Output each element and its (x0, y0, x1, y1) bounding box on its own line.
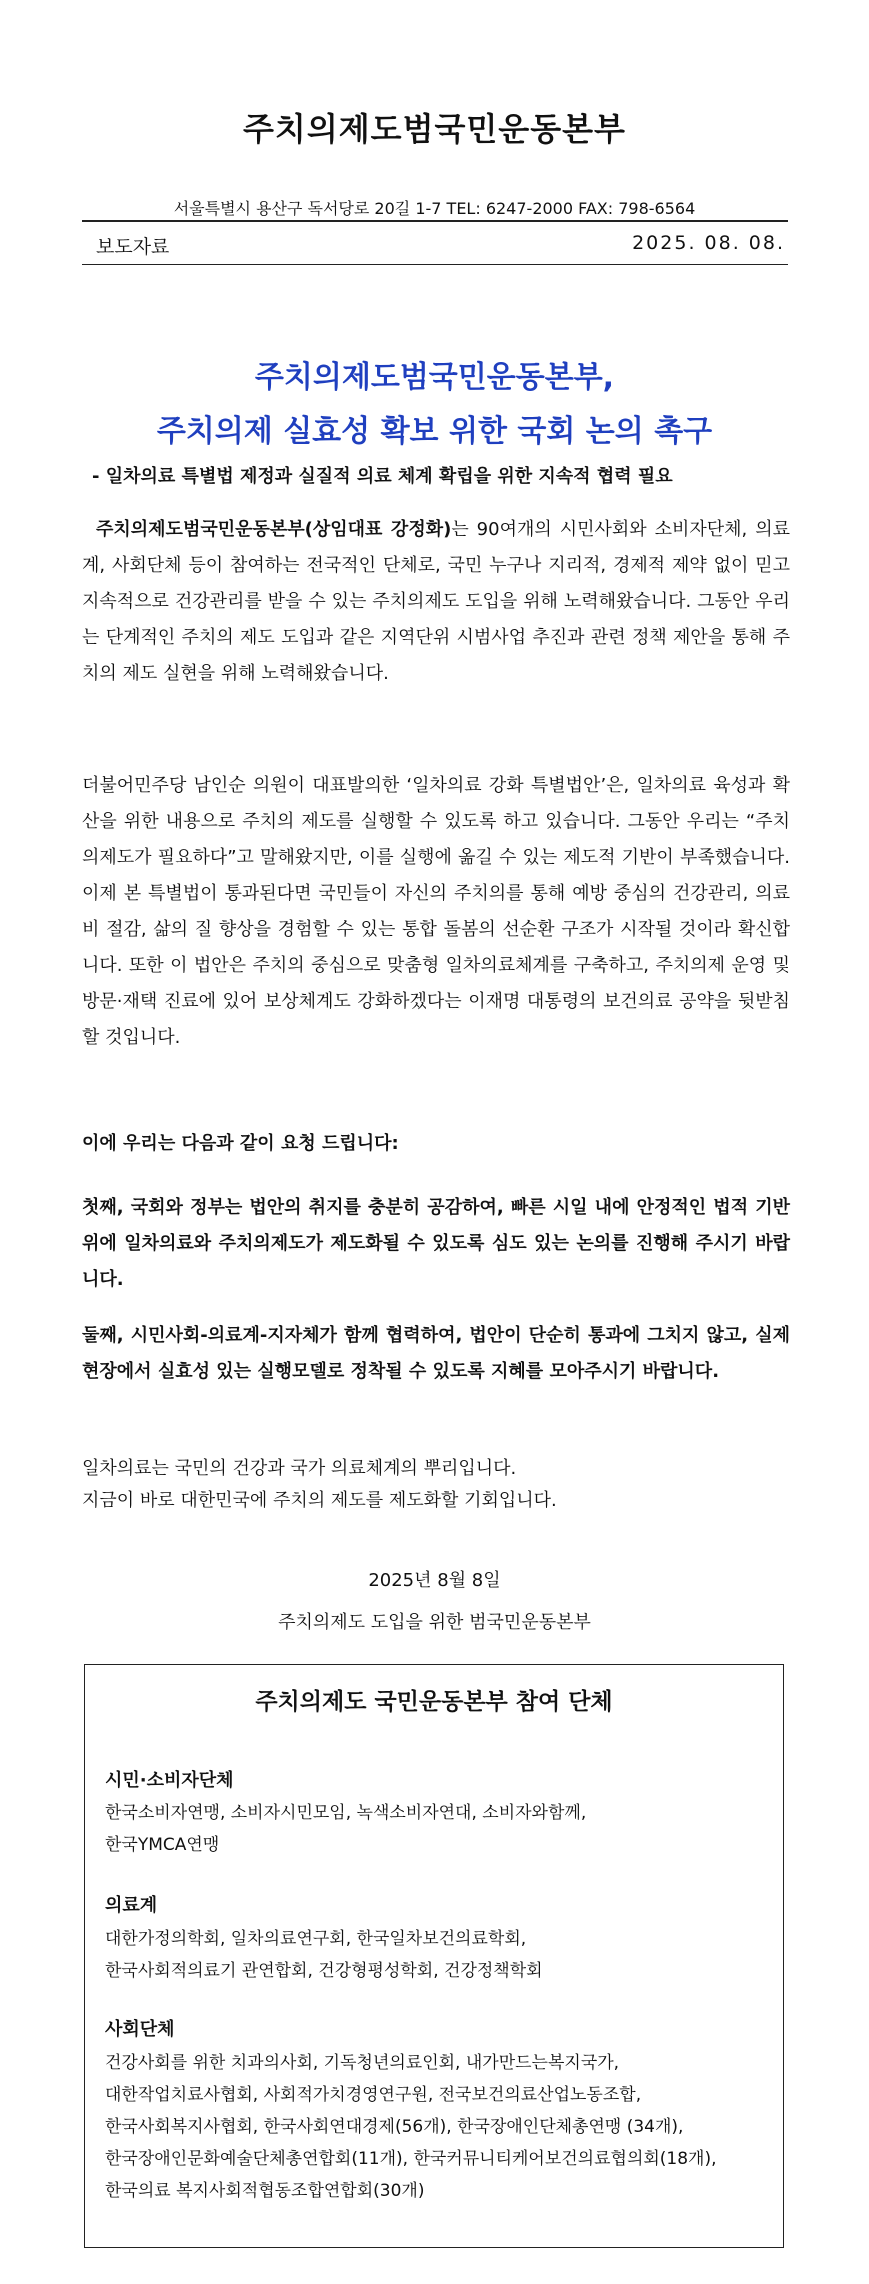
group-body-social (105, 2047, 765, 2207)
group-line: 한국사회복지사협회, 한국사회연대경제(56개), 한국장애인단체총연맹 (34개), (105, 2117, 684, 2137)
headline-line-1: 주치의제도범국민운동본부, (254, 360, 615, 395)
group-title-social: 사회단체 (105, 2019, 175, 2040)
paragraph-intro (82, 512, 790, 692)
closing-line-1: 일차의료는 국민의 건강과 국가 의료체계의 뿌리입니다. (82, 1458, 517, 1479)
group-line: 한국사회적의료기 관연합회, 건강형평성학회, 건강정책학회 (105, 1961, 543, 1981)
participants-box (84, 1664, 784, 2248)
group-title-medical: 의료계 (105, 1895, 158, 1916)
participants-title: 주치의제도 국민운동본부 참여 단체 (255, 1689, 613, 1715)
group-body-civil (105, 1797, 765, 1861)
group-line: 건강사회를 위한 치과의사회, 기독청년의료인회, 내가만드는복지국가, (105, 2053, 620, 2073)
group-line: 대한가정의학회, 일차의료연구회, 한국일차보건의료학회, (105, 1929, 527, 1949)
subheadline: - 일차의료 특별법 제정과 실질적 의료 체계 확립을 위한 지속적 협력 필요 (92, 466, 673, 487)
paragraph-closing (82, 1453, 790, 1517)
group-line: 한국YMCA연맹 (105, 1835, 220, 1855)
group-line: 대한작업치료사협회, 사회적가치경영연구원, 전국보건의료산업노동조합, (105, 2085, 642, 2105)
paragraph-bill: 더불어민주당 남인순 의원이 대표발의한 ‘일차의료 강화 특별법안’은, 일차의료 육성과 확산을 위한 내용으로 주치의 제도를 실행할 수 있도록 하고 있습니다. 그동안 우리는 “주치의제도가 필요하다”고 말해왔지만, 이를 실행에 옮길 수 있는 제도적 기반이 부족했습니다. 이제 본 특별법이 통과된다면 국민들이 자신의 주치의를 통해 예방 중심의 건강관리, 의료비 절감, 삶의 질 향상을 경험할 수 있는 통합 돌봄의 선순환 구조가 시작될 것이라 확신합니다. 또한 이 법안은 주치의 중심으로 맞춤형 일차의료체계를 구축하고, 주치의제 운영 및 방문·재택 진료에 있어 보상체계도 강화하겠다는 이재명 대통령의 보건의료 공약을 뒷받침할 것입니다. (82, 775, 790, 1048)
address-line: 서울특별시 용산구 독서당로 20길 1-7 TEL: 6247-2000 FAX: 798-6564 (173, 199, 696, 218)
group-line: 한국의료 복지사회적협동조합연합회(30개) (105, 2181, 425, 2201)
header-rule-bottom (82, 264, 788, 265)
headline-line-2: 주치의제 실효성 확보 위한 국회 논의 촉구 (156, 414, 713, 449)
closing-line-2: 지금이 바로 대한민국에 주치의 제도를 제도화할 기회입니다. (82, 1490, 557, 1511)
intro-text: 는 90여개의 시민사회와 소비자단체, 의료계, 사회단체 등이 참여하는 전국적인 단체로, 국민 누구나 지리적, 경제적 제약 없이 믿고 지속적으로 건강관리를 받을 수 있는 주치의제도 도입을 위해 노력해왔습니다. 그동안 우리는 단계적인 주치의 제도 도입과 같은 지역단위 시범사업 추진과 관련 정책 제안을 통해 주치의 제도 실현을 위해 노력해왔습니다. (82, 519, 790, 684)
paragraph-request-first: 첫째, 국회와 정부는 법안의 취지를 충분히 공감하여, 빠른 시일 내에 안정적인 법적 기반 위에 일차의료와 주치의제도가 제도화될 수 있도록 심도 있는 논의를 진행해 주시기 바랍니다. (82, 1197, 790, 1290)
intro-org-name: 주치의제도범국민운동본부(상임대표 강정화) (96, 519, 452, 540)
signature-org: 주치의제도 도입을 위한 범국민운동본부 (278, 1612, 591, 1633)
paragraph-request-intro: 이에 우리는 다음과 같이 요청 드립니다: (82, 1133, 399, 1154)
org-title: 주치의제도범국민운동본부 (243, 110, 626, 148)
paragraph-request-second: 둘째, 시민사회-의료계-지자체가 함께 협력하여, 법안이 단순히 통과에 그치지 않고, 실제 현장에서 실효성 있는 실행모델로 정착될 수 있도록 지혜를 모아주시기 바랍니다. (82, 1325, 790, 1382)
group-title-civil: 시민·소비자단체 (105, 1770, 234, 1791)
group-line: 한국장애인문화예술단체총연합회(11개), 한국커뮤니티케어보건의료협의회(18개), (105, 2149, 717, 2169)
group-body-medical (105, 1923, 765, 1987)
signature-date: 2025년 8월 8일 (368, 1570, 501, 1591)
group-line: 한국소비자연맹, 소비자시민모임, 녹색소비자연대, 소비자와함께, (105, 1803, 587, 1823)
header-rule-top (82, 220, 788, 222)
doc-type-label: 보도자료 (96, 236, 170, 258)
release-date: 2025. 08. 08. (632, 232, 785, 254)
